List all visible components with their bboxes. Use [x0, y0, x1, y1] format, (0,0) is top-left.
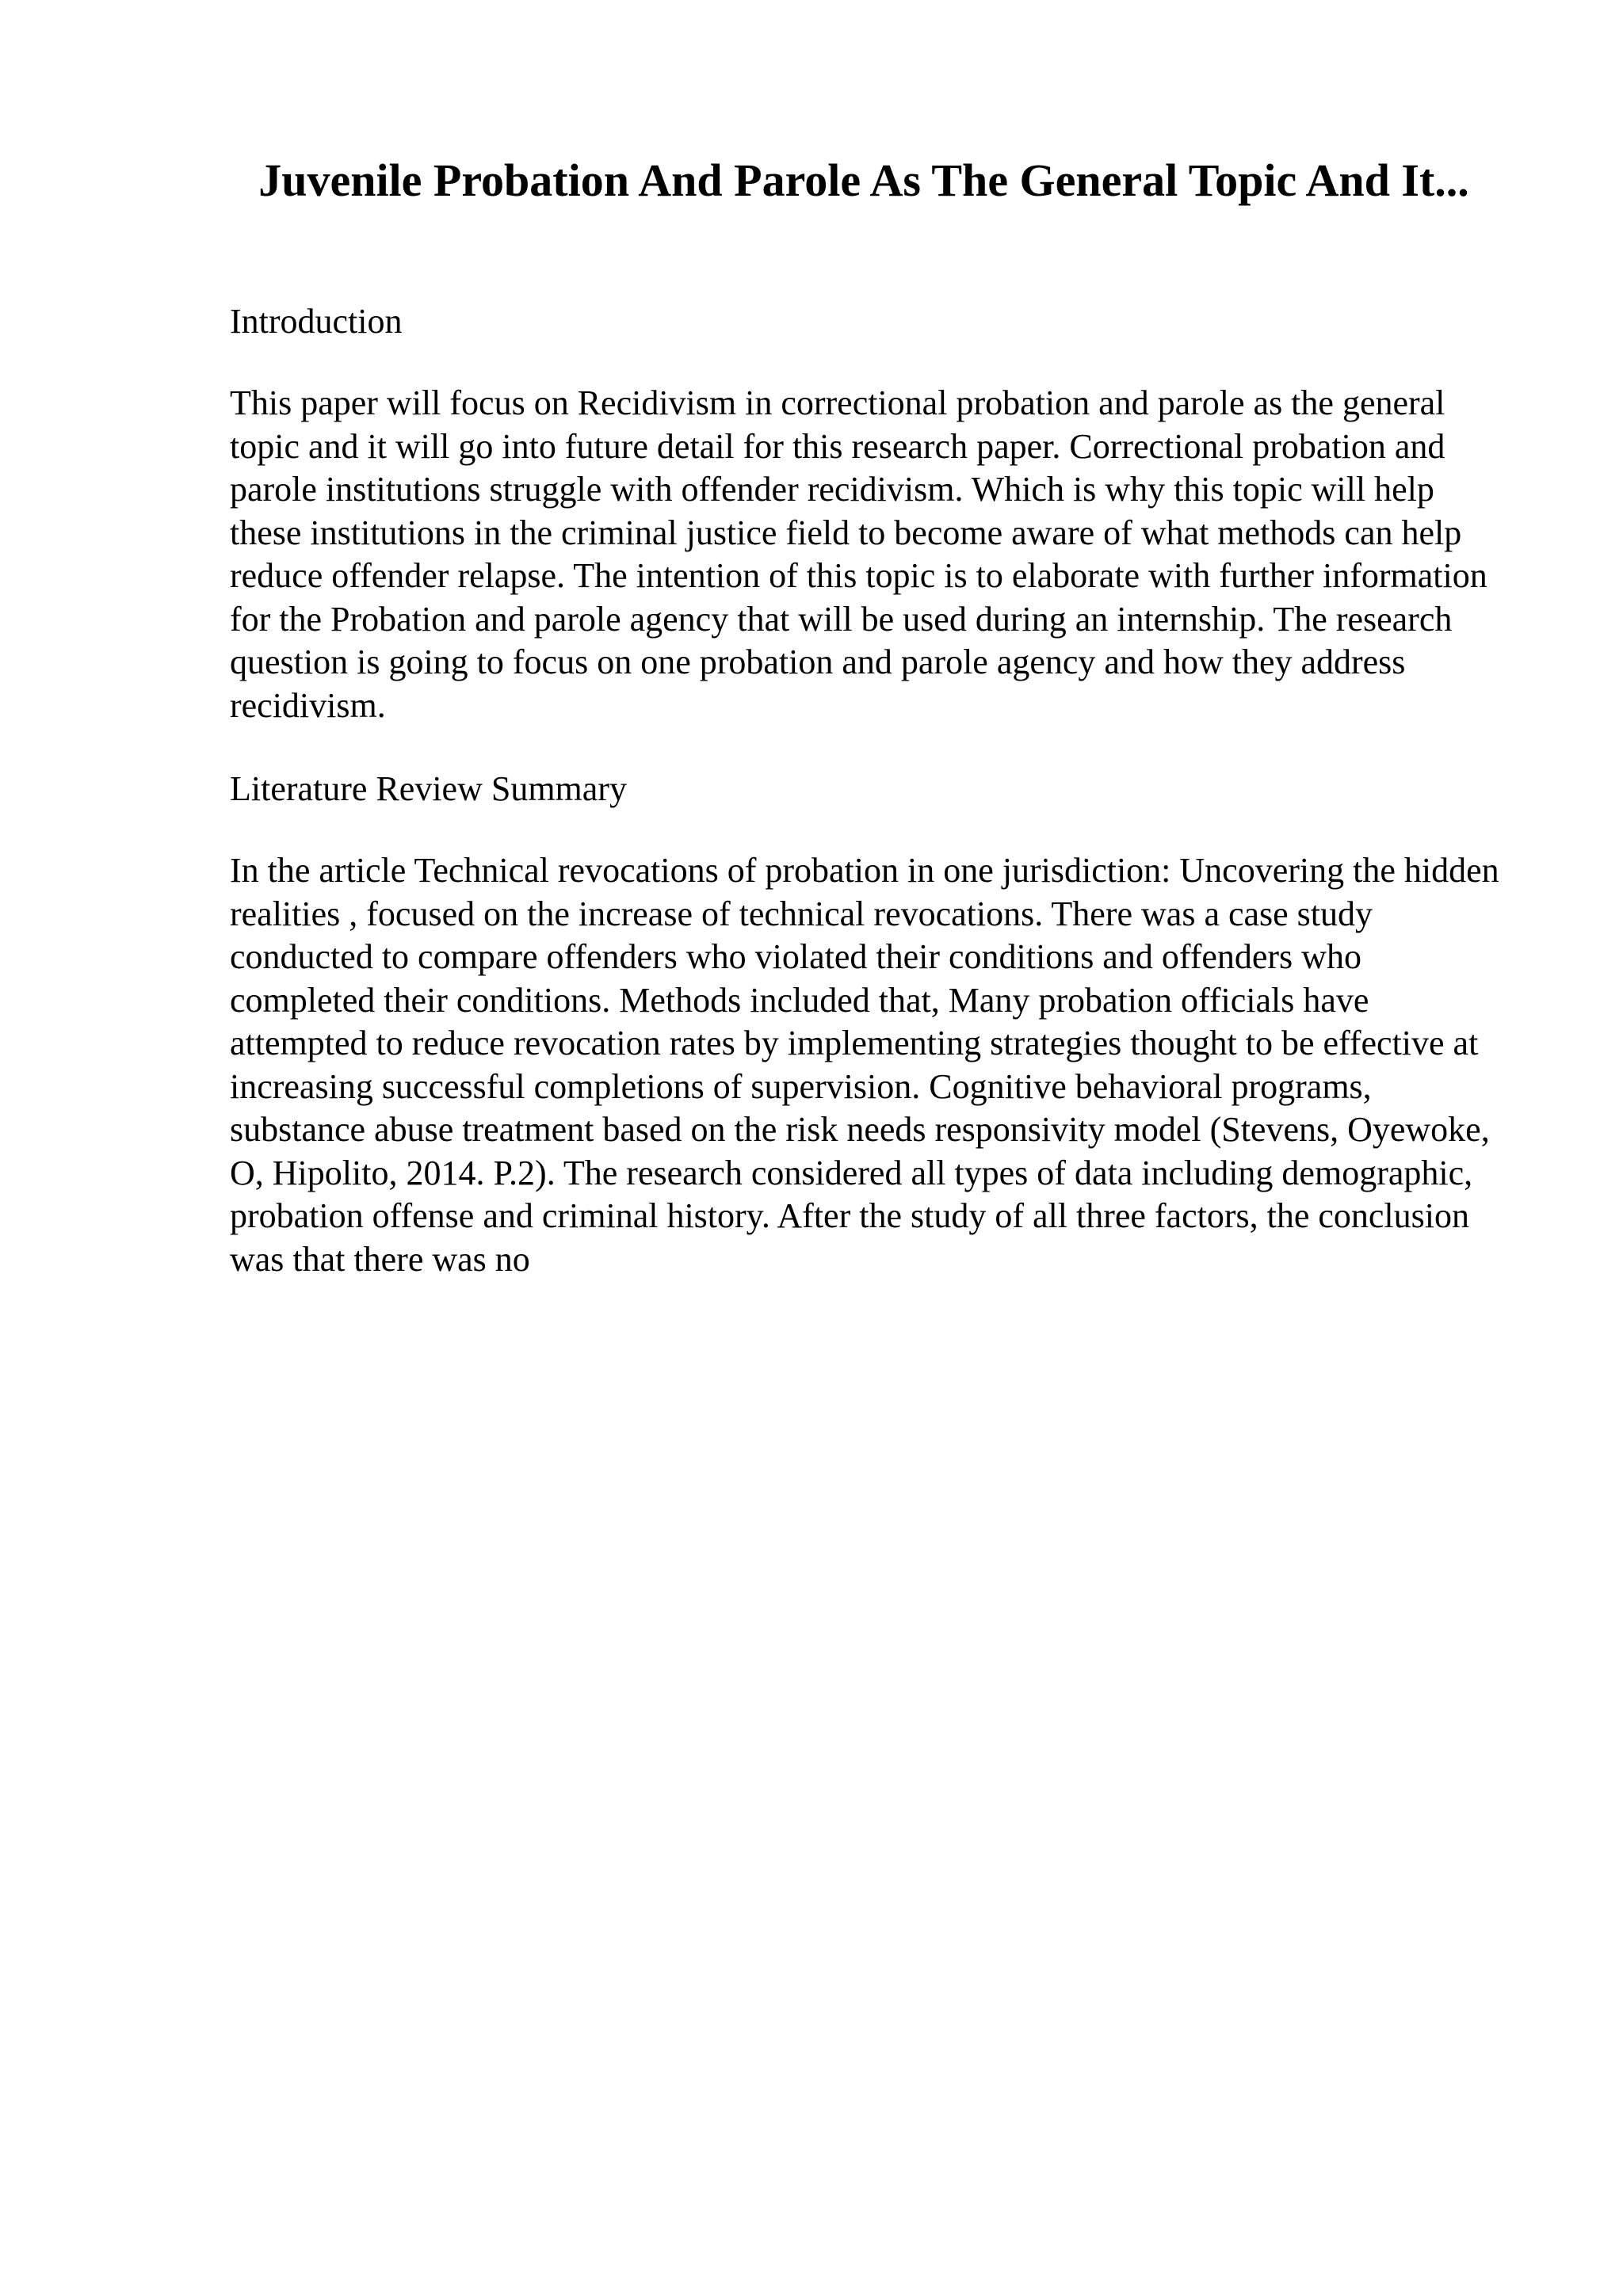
document-title: Juvenile Probation And Parole As The General Topic And It... — [258, 154, 1469, 206]
section-literature-review-summary — [230, 769, 1514, 1281]
document-body — [230, 301, 1514, 1322]
section-heading: Introduction — [230, 302, 403, 341]
section-heading: Literature Review Summary — [230, 769, 627, 808]
section-paragraph: This paper will focus on Recidivism in correctional probation and parole as the general topic and it will go into future detail for this research paper. Correctional probation and parole institutions struggle with offender recidivism. Which is why this topic will help these institutions in the criminal justice field to become aware of what methods can help reduce offender relapse. The intention of this topic is to elaborate with further information for the Probation and parole agency that will be used during an internship. The research question is going to focus on one probation and parole agency and how they address recidivism. — [230, 383, 1487, 725]
section-paragraph: In the article Technical revocations of probation in one jurisdiction: Uncovering the hidden realities , focused on the increase of technical revocations. There was a case study conducted to compare offenders who violated their conditions and offenders who completed their conditions. Methods included that, Many probation officials have attempted to reduce revocation rates by implementing strategies thought to be effective at increasing successful completions of supervision. Cognitive behavioral programs, substance abuse treatment based on the risk needs responsivity model (Stevens, Oyewoke, O, Hipolito, 2014. P.2). The research considered all types of data including demographic, probation offense and criminal history. After the study of all three factors, the conclusion was that there was no — [230, 851, 1499, 1279]
section-introduction — [230, 301, 1514, 727]
